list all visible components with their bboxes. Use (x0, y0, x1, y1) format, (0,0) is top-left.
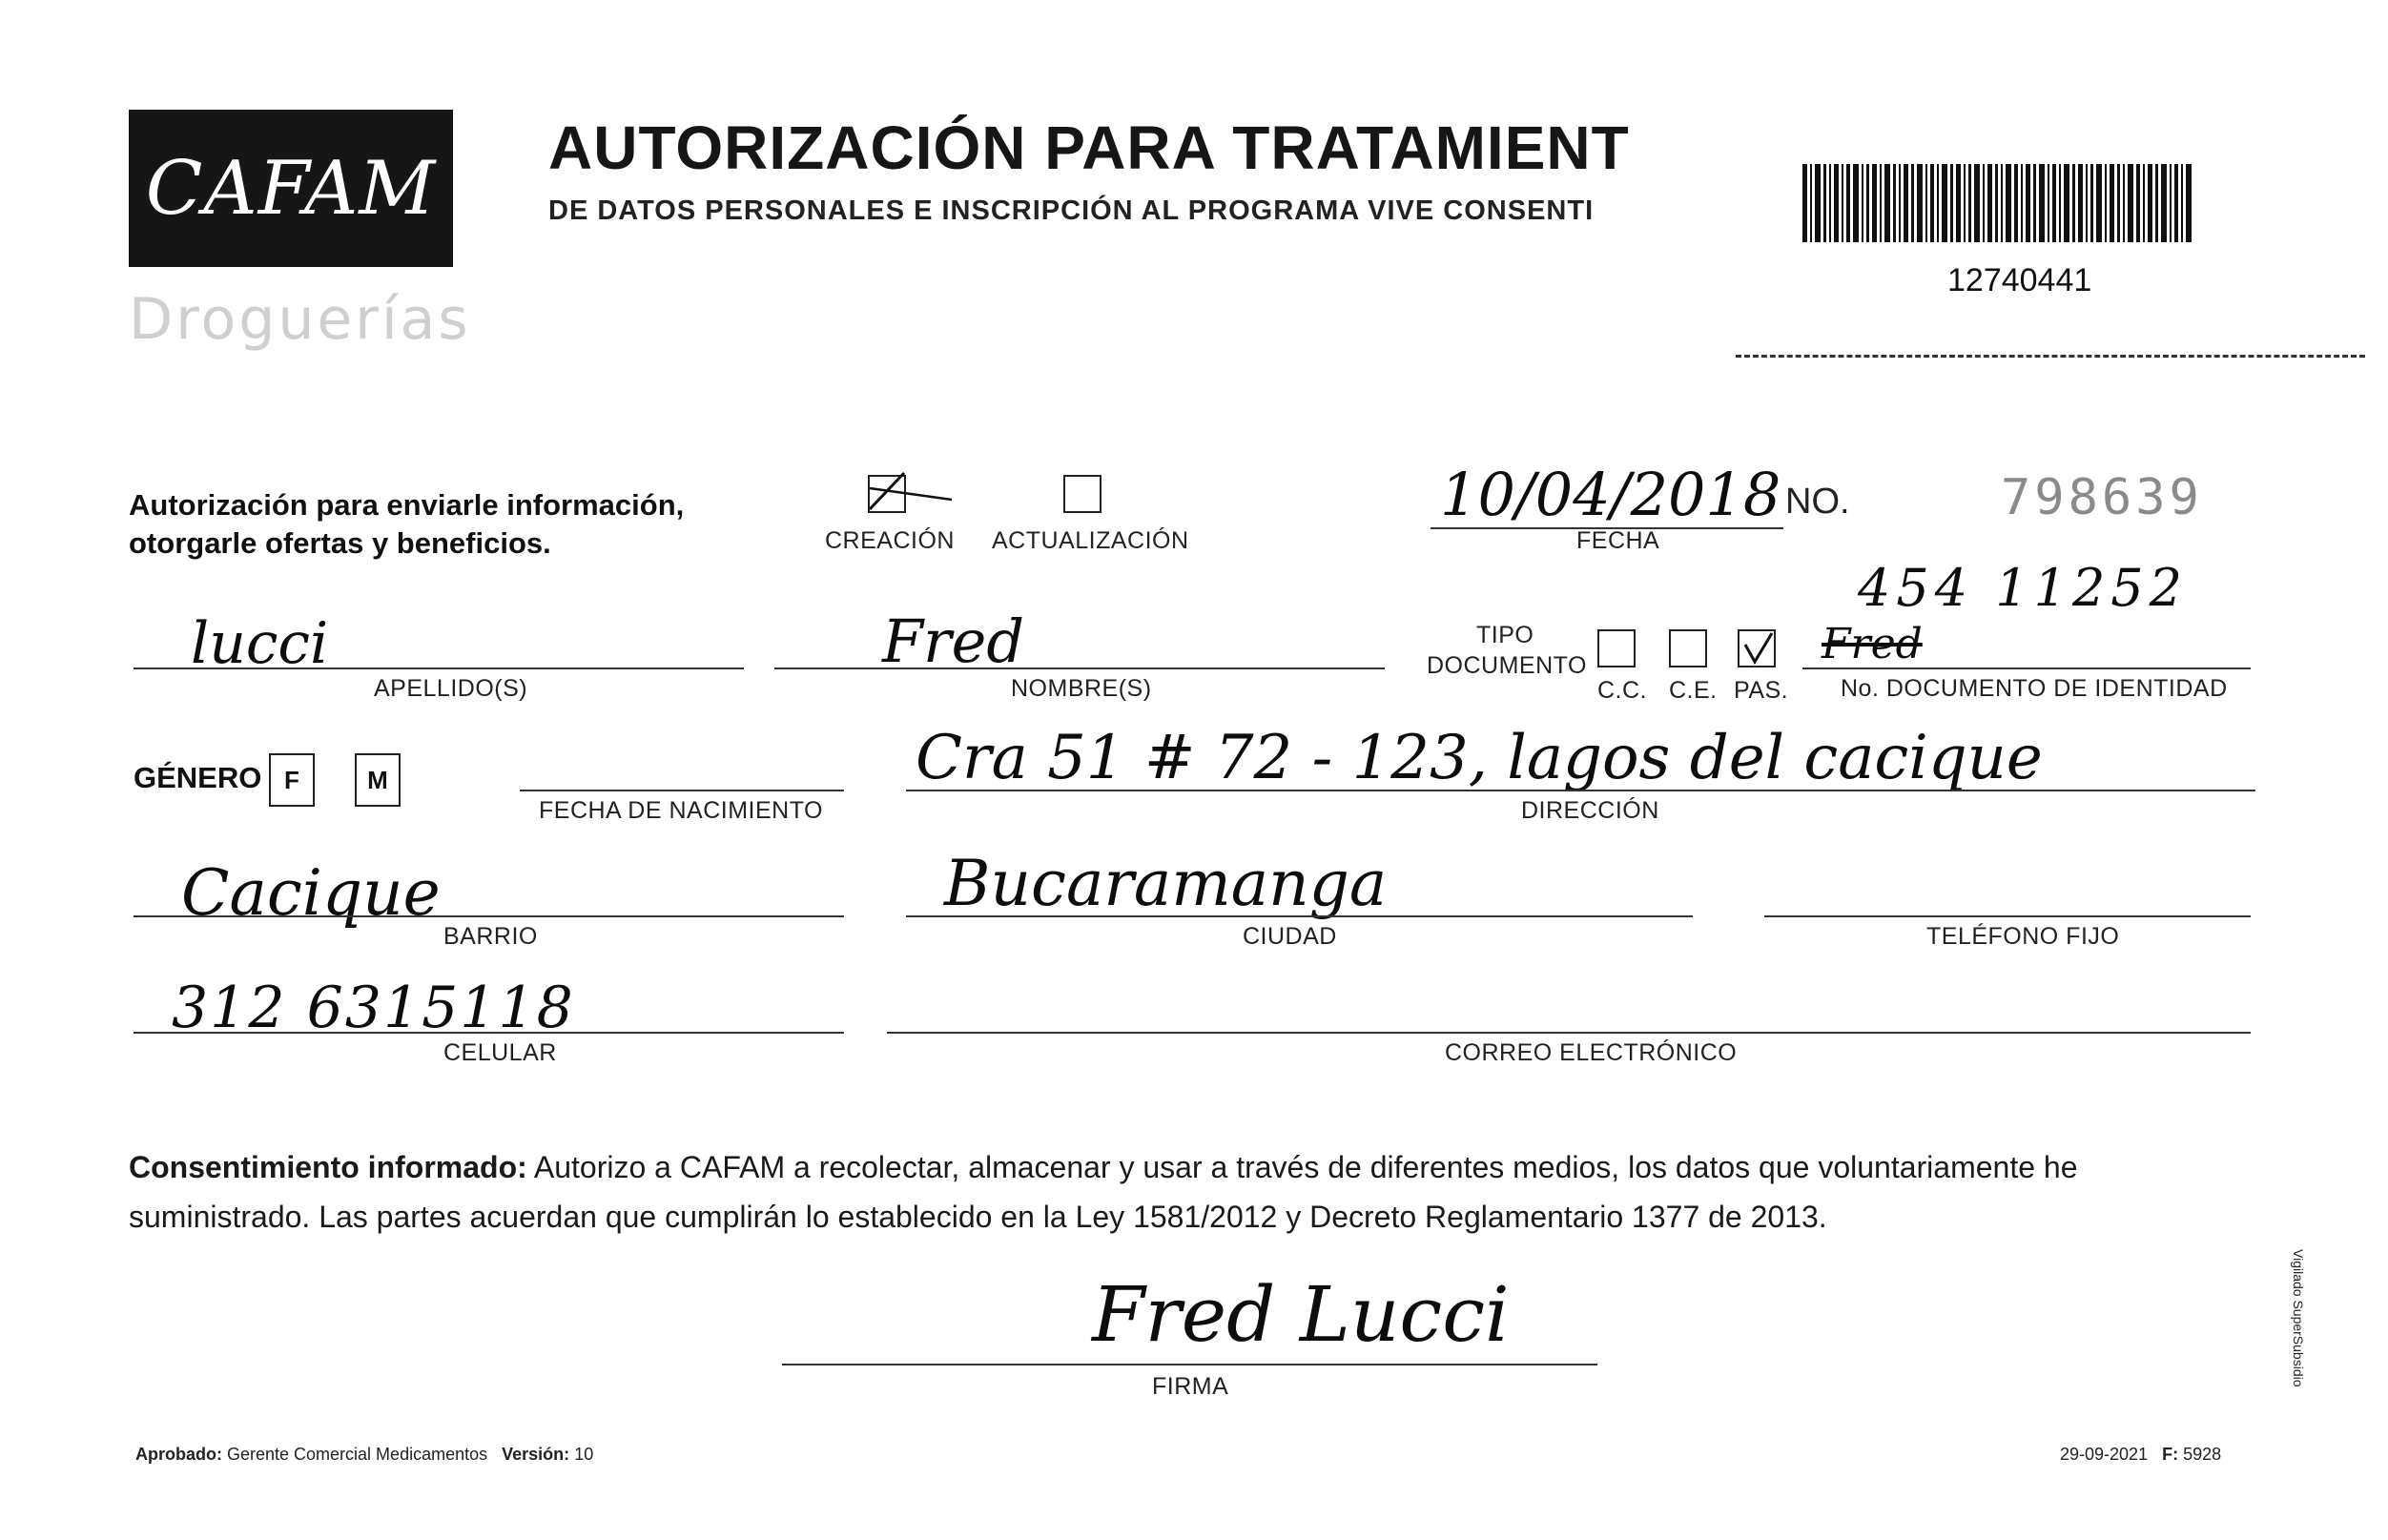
fecha-value[interactable]: 10/04/2018 (1440, 460, 1781, 529)
consent-text: Autorizo a CAFAM a recolectar, almacenar y usar a través de diferentes medios, los datos que voluntariamente he suministrado. Las partes acuerdan que cumplirán lo establecido en la Ley 1581/2012 y Decreto Reglamentario 1377 de 2013. (129, 1150, 2078, 1234)
ciudad-label: CIUDAD (1243, 923, 1337, 950)
documento-label: No. DOCUMENTO DE IDENTIDAD (1841, 675, 2228, 702)
correo-line[interactable] (887, 1032, 2251, 1034)
drogerias-subtitle: Droguerías (129, 286, 471, 353)
apellido-value[interactable]: lucci (191, 610, 329, 677)
code-label: F: (2162, 1445, 2179, 1464)
apellido-line (134, 667, 744, 669)
ciudad-value[interactable]: Bucaramanga (944, 847, 1388, 920)
barcode-number: 12740441 (1947, 262, 2092, 298)
ciudad-line (906, 915, 1693, 917)
telefono-label: TELÉFONO FIJO (1926, 923, 2120, 950)
ce-label: C.E. (1669, 677, 1718, 704)
version-label: Versión: (502, 1445, 570, 1464)
direccion-label: DIRECCIÓN (1521, 797, 1659, 824)
cafam-logo: CAFAM (129, 110, 453, 267)
telefono-line (1764, 915, 2251, 917)
actualizacion-label: ACTUALIZACIÓN (992, 527, 1189, 554)
documento-line (1802, 667, 2251, 669)
direccion-line (906, 790, 2255, 791)
aprobado-value: Gerente Comercial Medicamentos (227, 1445, 488, 1464)
footer-left (135, 1445, 593, 1465)
supersubsidio-mark: Vigilado SuperSubsidio (2291, 1249, 2306, 1387)
firma-signature[interactable]: Fred Lucci (1092, 1270, 1510, 1359)
form-subtitle: DE DATOS PERSONALES E INSCRIPCIÓN AL PROGRAMA VIVE CONSENTI (548, 195, 1595, 226)
celular-value[interactable]: 312 6315118 (172, 975, 575, 1041)
tipo-label-1: TIPO (1476, 622, 1534, 648)
footer-right (2060, 1445, 2221, 1465)
nacimiento-label: FECHA DE NACIMIENTO (539, 797, 823, 824)
creacion-checkbox[interactable] (868, 475, 906, 513)
form-title: AUTORIZACIÓN PARA TRATAMIENT (548, 113, 1630, 182)
nombre-line (774, 667, 1385, 669)
barcode (1802, 164, 2195, 242)
barrio-line (134, 915, 844, 917)
check-mark-icon (866, 471, 923, 509)
documento-value[interactable]: 454 11252 (1858, 558, 2189, 618)
fecha-label: FECHA (1576, 527, 1660, 554)
intro-line-2: otorgarle ofertas y beneficios. (129, 526, 551, 560)
correo-label: CORREO ELECTRÓNICO (1445, 1039, 1738, 1066)
pas-label: PAS. (1734, 677, 1789, 704)
documento-struck-value: Fred (1822, 620, 1923, 668)
cut-line (1736, 355, 2365, 358)
genero-m-box[interactable]: M (355, 753, 401, 807)
check-mark-icon (1740, 631, 1778, 669)
consent-paragraph (129, 1142, 2265, 1242)
barrio-value[interactable]: Cacique (181, 856, 441, 930)
firma-label: FIRMA (1152, 1373, 1229, 1400)
numero-value: 798639 (2001, 469, 2203, 526)
footer-date: 29-09-2021 (2060, 1445, 2149, 1464)
apellido-label: APELLIDO(S) (374, 675, 528, 702)
aprobado-label: Aprobado: (135, 1445, 222, 1464)
pas-checkbox[interactable] (1738, 629, 1776, 667)
creacion-label: CREACIÓN (825, 527, 955, 554)
numero-label: NO. (1785, 482, 1850, 522)
firma-line (782, 1364, 1597, 1365)
intro-line-1: Autorización para enviarle información, (129, 488, 685, 522)
cc-label: C.C. (1597, 677, 1647, 704)
nacimiento-line (520, 790, 844, 791)
celular-line (134, 1032, 844, 1034)
cc-checkbox[interactable] (1597, 629, 1636, 667)
consent-bold: Consentimiento informado: (129, 1150, 527, 1184)
tipo-label-2: DOCUMENTO (1427, 652, 1587, 679)
celular-label: CELULAR (443, 1039, 557, 1066)
nombre-label: NOMBRE(S) (1011, 675, 1152, 702)
actualizacion-checkbox[interactable] (1063, 475, 1101, 513)
direccion-value[interactable]: Cra 51 # 72 - 123, lagos del cacique (916, 723, 2043, 793)
nombre-value[interactable]: Fred (882, 606, 1025, 676)
ce-checkbox[interactable] (1669, 629, 1707, 667)
genero-label: GÉNERO (134, 761, 262, 794)
version-value: 10 (574, 1445, 594, 1464)
genero-f-box[interactable]: F (269, 753, 315, 807)
code-value: 5928 (2183, 1445, 2222, 1464)
barrio-label: BARRIO (443, 923, 538, 950)
